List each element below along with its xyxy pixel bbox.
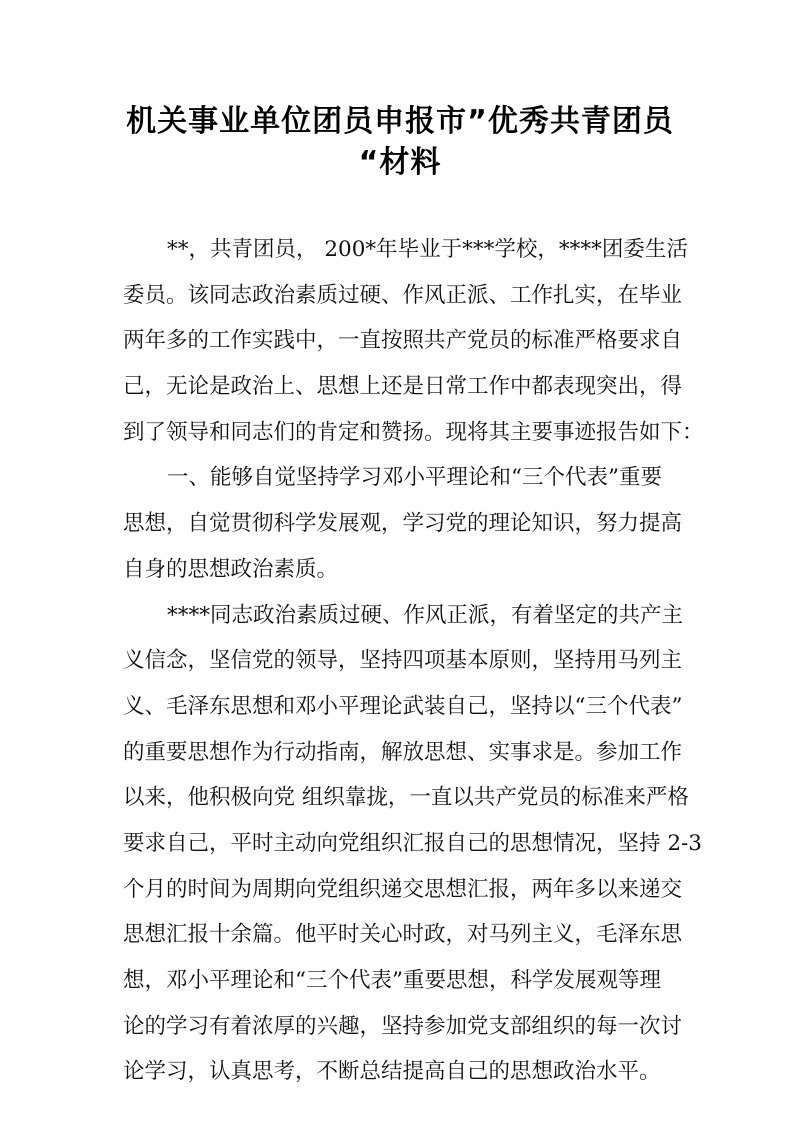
paragraph-detail-line: ****同志政治素质过硬、作风正派，有着坚定的共产主 — [167, 602, 684, 628]
paragraph-intro-line: 委员。该同志政治素质过硬、作风正派、工作扎实，在毕业 — [123, 282, 683, 308]
paragraph-detail-line: 论的学习有着浓厚的兴趣，坚持参加党支部组织的每一次讨 — [123, 1013, 683, 1039]
paragraph-detail-line: 以来，他积极向党 组织靠拢，一直以共产党员的标准来严格 — [123, 785, 689, 811]
paragraph-intro-line: 到了领导和同志们的肯定和赞扬。现将其主要事迹报告如下： — [123, 419, 704, 445]
paragraph-detail-line: 想，邓小平理论和“三个代表”重要思想，科学发展观等理 — [123, 968, 661, 993]
document-title-line-2: “材料 — [358, 145, 442, 180]
paragraph-detail-line: 的重要思想作为行动指南，解放思想、实事求是。参加工作 — [123, 739, 683, 765]
paragraph-detail-line: 义信念，坚信党的领导，坚持四项基本原则，坚持用马列主 — [123, 648, 683, 674]
paragraph-intro-line: 两年多的工作实践中，一直按照共产党员的标准严格要求自 — [123, 328, 683, 354]
paragraph-intro-line: **，共青团员， 200*年毕业于***学校，****团委生活 — [167, 237, 688, 262]
section-heading-line: 思想，自觉贯彻科学发展观，学习党的理论知识，努力提高 — [123, 511, 683, 537]
document-title-line-1: 机关事业单位团员申报市”优秀共青团员 — [126, 104, 674, 139]
paragraph-detail-line: 要求自己，平时主动向党组织汇报自己的思想情况，坚持 2-3 — [123, 830, 702, 856]
paragraph-intro-line: 己，无论是政治上、思想上还是日常工作中都表现突出，得 — [123, 374, 683, 400]
document-body — [123, 227, 704, 1095]
section-heading-line: 自身的思想政治素质。 — [123, 556, 339, 582]
paragraph-detail-line: 论学习，认真思考，不断总结提高自己的思想政治水平。 — [123, 1059, 661, 1085]
paragraph-detail-line: 思想汇报十余篇。他平时关心时政，对马列主义，毛泽东思 — [123, 922, 683, 948]
section-heading-line: 一、能够自觉坚持学习邓小平理论和“三个代表”重要 — [167, 465, 662, 491]
paragraph-detail-line: 个月的时间为周期向党组织递交思想汇报，两年多以来递交 — [123, 876, 683, 902]
paragraph-detail-line: 义、毛泽东思想和邓小平理论武装自己，坚持以“三个代表” — [123, 693, 683, 719]
